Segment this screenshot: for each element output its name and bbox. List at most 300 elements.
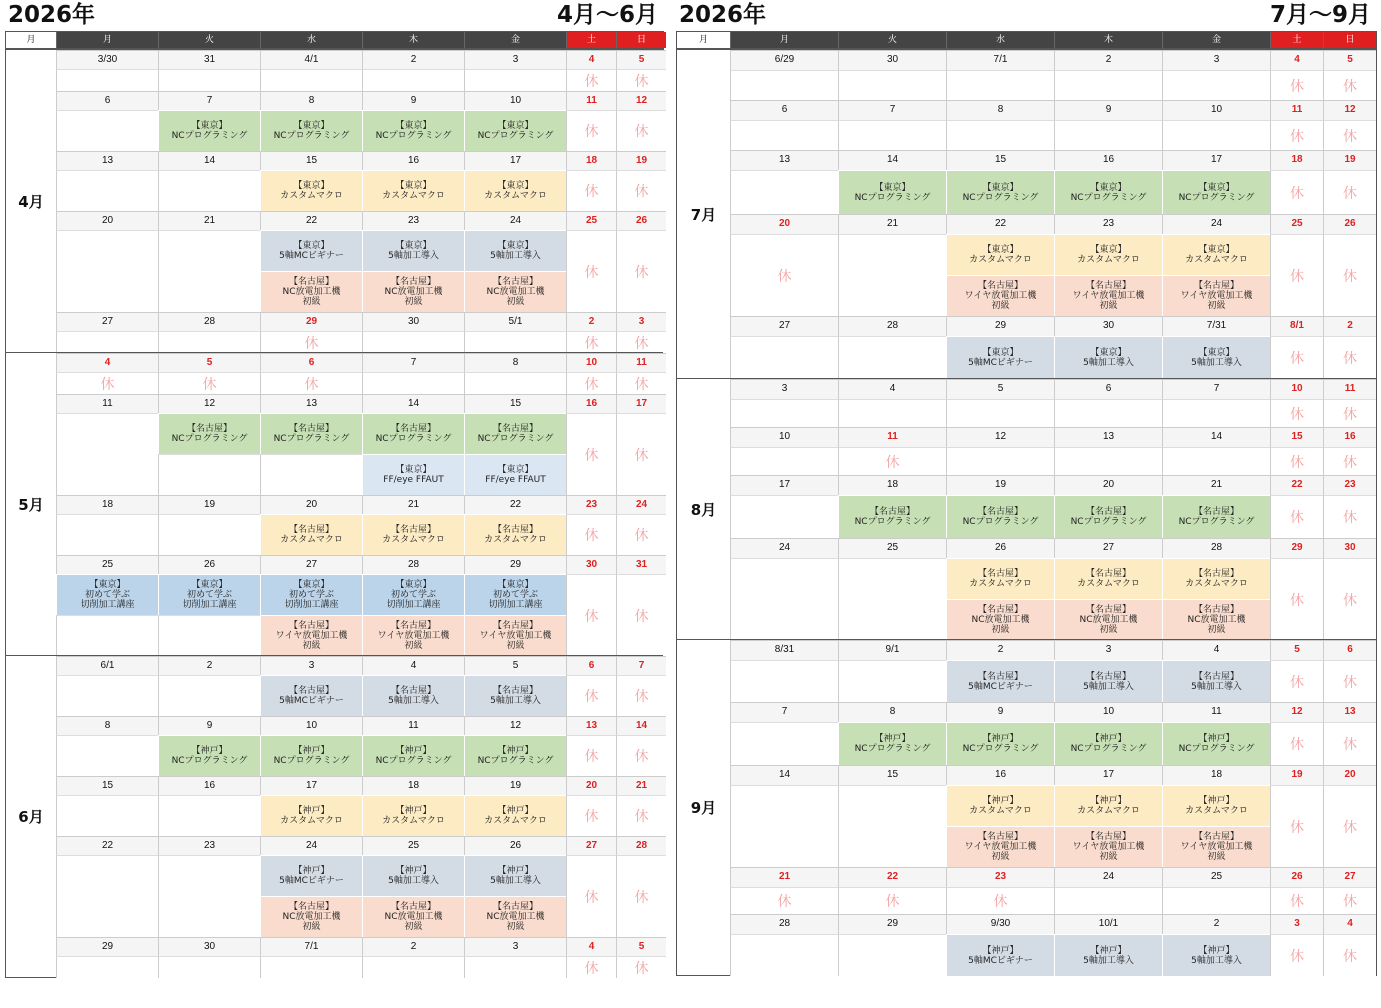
event-text-line: 【神戸】 (395, 866, 432, 876)
week-date-row (730, 50, 1376, 70)
date-cell: 21 (730, 867, 838, 887)
course-event-tk_beg[interactable] (260, 574, 362, 615)
date-cell: 19 (616, 151, 666, 170)
month-label: 5月 (18, 495, 44, 514)
course-event-tk_nc[interactable] (260, 110, 362, 151)
date-cell: 6 (730, 100, 838, 120)
weekday-5: 金 (1162, 32, 1270, 48)
course-event-ng_wire[interactable] (946, 826, 1054, 867)
date-cell: 15 (260, 151, 362, 170)
event-text-line: 【神戸】 (293, 746, 330, 756)
date-cell: 28 (838, 316, 946, 336)
course-event-tk_5i[interactable] (362, 230, 464, 271)
date-cell: 5 (1323, 50, 1376, 70)
event-text-line: 【名古屋】 (1085, 281, 1131, 291)
course-event-kb_nc[interactable] (260, 735, 362, 776)
date-cell: 23 (158, 836, 260, 855)
date-cell: 10 (566, 353, 616, 372)
month-block (6, 655, 663, 977)
date-cell: 9 (1054, 100, 1162, 120)
event-text-line: カスタムマクロ (1185, 806, 1248, 816)
weekday-7: 日 (1323, 32, 1376, 48)
empty-cell (56, 514, 158, 555)
date-cell: 20 (1054, 475, 1162, 495)
event-text-line: 【名古屋】 (1193, 569, 1239, 579)
date-cell: 10/1 (1054, 914, 1162, 934)
course-event-ng_mac[interactable] (260, 514, 362, 555)
date-cell: 4 (1162, 640, 1270, 660)
event-text-line: 切削加工講座 (182, 600, 237, 610)
event-text-line: 【神戸】 (1090, 796, 1127, 806)
course-event-tk_nc[interactable] (464, 110, 566, 151)
event-text-line: 【名古屋】 (1193, 605, 1239, 615)
course-event-tk_5i[interactable] (1054, 336, 1162, 379)
course-event-kb_nc[interactable] (362, 735, 464, 776)
weekday-header (677, 32, 1376, 49)
date-cell: 18 (56, 495, 158, 514)
event-text-line: 5軸加工導入 (1191, 681, 1242, 692)
empty-cell (56, 855, 158, 937)
event-text-line: 5軸MCビギナー (279, 696, 344, 706)
empty-cell (730, 722, 838, 765)
empty-cell (158, 170, 260, 211)
date-cell: 17 (616, 394, 666, 413)
course-event-ng_wire[interactable] (464, 615, 566, 656)
date-cell: 14 (362, 394, 464, 413)
calendar-grid (676, 31, 1377, 976)
event-text-line: 【東京】 (191, 121, 228, 131)
date-cell: 2 (1323, 316, 1376, 336)
week-content (730, 934, 1376, 976)
event-text-line: カスタムマクロ (1077, 806, 1140, 816)
empty-cell (158, 795, 260, 836)
course-event-ng_5i[interactable] (464, 675, 566, 716)
event-text-line: NCプログラミング (962, 192, 1039, 203)
course-event-kb_mac[interactable] (1162, 785, 1270, 826)
event-text-line: ワイヤ放電加工機 (1180, 842, 1253, 852)
weekday-3: 水 (946, 32, 1054, 48)
weekday-4: 木 (1054, 32, 1162, 48)
date-cell: 14 (838, 150, 946, 170)
event-text-line: NCプログラミング (273, 756, 350, 766)
holiday-cell: 休 (260, 331, 362, 353)
date-cell: 11 (1270, 100, 1323, 120)
course-event-ng_wire[interactable] (1162, 275, 1270, 316)
date-cell: 17 (464, 151, 566, 170)
week-content (730, 234, 1376, 316)
event-text-line: ワイヤ放電加工機 (1072, 291, 1145, 301)
date-cell: 21 (1162, 475, 1270, 495)
event-text-line: 【名古屋】 (492, 902, 538, 912)
week-content (730, 887, 1376, 914)
event-text-line: NC放電加工機 (1079, 615, 1138, 625)
course-event-kb_nc[interactable] (158, 735, 260, 776)
course-event-ng_mac[interactable] (362, 514, 464, 555)
event-text-line: 初級 (1099, 625, 1118, 635)
date-cell: 8 (464, 353, 566, 372)
course-event-ng_edm[interactable] (362, 271, 464, 312)
holiday-cell: 休 (566, 372, 616, 394)
event-text-line: 5軸加工導入 (490, 251, 541, 261)
event-text-line: 【東京】 (1090, 348, 1127, 358)
empty-cell (1162, 447, 1270, 475)
course-event-tk_5i[interactable] (464, 230, 566, 271)
weekday-2: 火 (838, 32, 946, 48)
empty-cell (158, 230, 260, 312)
course-event-ng_wire[interactable] (1054, 275, 1162, 316)
month-label: 7月 (690, 205, 717, 224)
course-event-ng_edm[interactable] (464, 271, 566, 312)
empty-cell (838, 120, 946, 150)
event-text-line: NCプログラミング (854, 744, 931, 754)
holiday-cell: 休 (1270, 887, 1323, 914)
course-event-ng_5mc[interactable] (260, 675, 362, 716)
date-cell: 6/29 (730, 50, 838, 70)
event-text-line: カスタムマクロ (484, 191, 547, 201)
event-text-line: 【東京】 (982, 245, 1019, 255)
holiday-cell: 休 (1270, 234, 1323, 316)
event-text-line: ワイヤ放電加工機 (1180, 291, 1253, 301)
empty-cell (158, 69, 260, 91)
holiday-cell: 休 (838, 887, 946, 914)
event-text-line: 初級 (302, 297, 321, 307)
date-cell: 7/1 (260, 937, 362, 956)
course-event-kb_5i[interactable] (362, 855, 464, 896)
course-event-tk_mac[interactable] (1162, 234, 1270, 275)
date-cell: 11 (56, 394, 158, 413)
course-event-ng_wire[interactable] (260, 615, 362, 656)
holiday-cell: 休 (946, 887, 1054, 914)
event-text-line: カスタムマクロ (382, 191, 445, 201)
course-event-kb_5mc[interactable] (260, 855, 362, 896)
empty-cell (838, 70, 946, 100)
course-event-ng_edm[interactable] (1054, 599, 1162, 640)
week-content (56, 735, 666, 776)
date-cell: 11 (616, 353, 666, 372)
course-event-kb_5i[interactable] (1054, 934, 1162, 976)
week-date-row (56, 656, 666, 675)
course-event-ng_nc[interactable] (1162, 495, 1270, 538)
course-event-tk_nc[interactable] (1054, 170, 1162, 214)
course-event-ng_edm[interactable] (362, 896, 464, 937)
course-event-ng_nc[interactable] (1054, 495, 1162, 538)
event-text-line: 【名古屋】 (1085, 569, 1131, 579)
empty-cell (730, 336, 838, 379)
course-event-ng_edm[interactable] (464, 896, 566, 937)
date-cell: 4 (56, 353, 158, 372)
month-block (6, 352, 663, 655)
holiday-cell: 休 (616, 675, 666, 716)
course-event-ng_wire[interactable] (1162, 826, 1270, 867)
weekday-6: 土 (1270, 32, 1323, 48)
event-text-line: 【名古屋】 (492, 686, 538, 696)
event-text-line: 初級 (1207, 852, 1226, 862)
course-event-kb_mac[interactable] (946, 785, 1054, 826)
week-date-row (56, 716, 666, 735)
course-event-kb_mac[interactable] (362, 795, 464, 836)
date-cell: 11 (566, 91, 616, 110)
holiday-cell: 休 (616, 230, 666, 312)
date-cell: 23 (566, 495, 616, 514)
course-event-tk_mac[interactable] (1054, 234, 1162, 275)
event-text-line: 【名古屋】 (288, 686, 334, 696)
event-text-line: 【東京】 (395, 580, 432, 590)
course-event-kb_5i[interactable] (1162, 934, 1270, 976)
holiday-cell: 休 (1270, 558, 1323, 640)
empty-cell (946, 120, 1054, 150)
empty-cell (730, 495, 838, 538)
event-text-line: 初めて学ぶ (84, 590, 130, 600)
course-event-kb_mac[interactable] (1054, 785, 1162, 826)
date-cell: 24 (464, 211, 566, 230)
course-event-kb_nc[interactable] (1162, 722, 1270, 765)
course-event-tk_beg[interactable] (158, 574, 260, 615)
event-text-line: 切削加工講座 (386, 600, 441, 610)
event-text-line: NCプログラミング (375, 756, 452, 766)
event-text-line: 初めて学ぶ (390, 590, 436, 600)
holiday-cell: 休 (566, 170, 616, 211)
holiday-cell: 休 (1270, 785, 1323, 867)
date-cell: 11 (1323, 379, 1376, 399)
event-text-line: 【神戸】 (982, 734, 1019, 744)
date-cell: 18 (838, 475, 946, 495)
event-text-line: 初級 (404, 922, 423, 932)
week-date-row (730, 214, 1376, 234)
empty-cell (260, 956, 362, 978)
event-text-line: 初級 (302, 641, 321, 651)
date-cell: 10 (464, 91, 566, 110)
empty-cell (838, 934, 946, 976)
course-event-ng_nc[interactable] (838, 495, 946, 538)
course-event-ng_edm[interactable] (260, 896, 362, 937)
course-event-tk_mac[interactable] (464, 170, 566, 211)
date-cell: 30 (1054, 316, 1162, 336)
course-event-ng_mac[interactable] (1162, 558, 1270, 599)
date-cell: 14 (730, 765, 838, 785)
date-cell: 16 (1054, 150, 1162, 170)
week-content (56, 956, 666, 978)
event-text-line: 【神戸】 (982, 945, 1019, 956)
date-cell: 4 (1323, 914, 1376, 934)
date-cell: 17 (260, 776, 362, 795)
date-cell: 6 (1323, 640, 1376, 660)
range-title: 4月～6月 (556, 2, 658, 28)
course-event-kb_nc[interactable] (838, 722, 946, 765)
course-event-tk_nc[interactable] (158, 110, 260, 151)
event-text-line: NCプログラミング (171, 131, 248, 141)
event-text-line: 【東京】 (293, 121, 330, 131)
date-cell: 10 (1162, 100, 1270, 120)
event-text-line: 【神戸】 (1198, 945, 1235, 956)
date-cell: 2 (158, 656, 260, 675)
weekday-5: 金 (464, 32, 566, 48)
date-cell: 18 (362, 776, 464, 795)
course-event-tk_nc[interactable] (362, 110, 464, 151)
date-cell: 28 (730, 914, 838, 934)
event-text-line: NC放電加工機 (486, 912, 545, 922)
date-cell: 19 (464, 776, 566, 795)
holiday-cell: 休 (1270, 660, 1323, 702)
empty-cell (838, 234, 946, 316)
course-event-ng_nc[interactable] (946, 495, 1054, 538)
event-text-line: 【東京】 (395, 241, 432, 251)
course-event-ng_nc[interactable] (260, 413, 362, 454)
course-event-ng_edm[interactable] (946, 599, 1054, 640)
course-event-tk_ff[interactable] (362, 454, 464, 495)
weekday-2: 火 (158, 32, 260, 48)
course-event-tk_nc[interactable] (838, 170, 946, 214)
course-event-ng_edm[interactable] (1162, 599, 1270, 640)
date-cell: 2 (566, 312, 616, 331)
course-event-tk_mac[interactable] (260, 170, 362, 211)
date-cell: 29 (260, 312, 362, 331)
date-cell: 19 (1270, 765, 1323, 785)
event-text-line: 5軸加工導入 (490, 696, 541, 706)
event-text-line: カスタムマクロ (1185, 255, 1248, 265)
date-cell: 29 (1270, 538, 1323, 558)
course-event-ng_5i[interactable] (362, 675, 464, 716)
calendar-jul-sep (676, 0, 1377, 966)
event-text-line: 【名古屋】 (1193, 281, 1239, 291)
date-cell: 26 (1270, 867, 1323, 887)
event-text-line: FF/eye FFAUT (485, 475, 546, 485)
date-cell: 7 (616, 656, 666, 675)
empty-cell (1162, 887, 1270, 914)
date-cell: 8 (56, 716, 158, 735)
course-event-ng_mac[interactable] (946, 558, 1054, 599)
course-event-ng_mac[interactable] (1054, 558, 1162, 599)
date-cell: 7 (158, 91, 260, 110)
course-event-ng_nc[interactable] (158, 413, 260, 454)
course-event-ng_nc[interactable] (464, 413, 566, 454)
course-event-ng_wire[interactable] (946, 275, 1054, 316)
event-text-line: カスタムマクロ (1185, 579, 1248, 589)
empty-cell (158, 454, 260, 495)
holiday-cell: 休 (566, 574, 616, 656)
week-date-row (730, 914, 1376, 934)
empty-cell (1054, 447, 1162, 475)
course-event-tk_nc[interactable] (946, 170, 1054, 214)
event-text-line: NCプログラミング (1070, 744, 1147, 754)
event-text-line: 【神戸】 (1090, 734, 1127, 744)
date-cell: 21 (616, 776, 666, 795)
month-label: 6月 (18, 808, 44, 826)
week-date-row (56, 495, 666, 514)
course-event-tk_5i[interactable] (1162, 336, 1270, 379)
empty-cell (56, 735, 158, 776)
course-event-ng_5i[interactable] (1162, 660, 1270, 702)
date-cell: 10 (1054, 702, 1162, 722)
course-event-tk_beg[interactable] (362, 574, 464, 615)
holiday-cell: 休 (56, 372, 158, 394)
event-text-line: 【名古屋】 (492, 424, 538, 434)
event-text-line: 【名古屋】 (390, 621, 436, 631)
course-event-tk_5mc[interactable] (946, 336, 1054, 379)
event-text-line: 【神戸】 (293, 806, 330, 816)
week-content (730, 336, 1376, 379)
week-date-row (56, 312, 666, 331)
course-event-ng_edm[interactable] (260, 271, 362, 312)
date-cell: 8/31 (730, 640, 838, 660)
date-cell: 7/1 (946, 50, 1054, 70)
event-text-line: NCプログラミング (962, 744, 1039, 754)
event-text-line: 初級 (404, 297, 423, 307)
course-event-kb_mac[interactable] (464, 795, 566, 836)
event-text-line: 【神戸】 (1198, 734, 1235, 744)
course-event-ng_wire[interactable] (1054, 826, 1162, 867)
date-cell: 23 (946, 867, 1054, 887)
course-event-kb_nc[interactable] (464, 735, 566, 776)
empty-cell (730, 120, 838, 150)
course-event-tk_beg[interactable] (464, 574, 566, 615)
month-block (677, 378, 1376, 639)
course-event-ng_mac[interactable] (464, 514, 566, 555)
date-cell: 27 (56, 312, 158, 331)
course-event-tk_beg[interactable] (56, 574, 158, 615)
date-cell: 2 (362, 937, 464, 956)
event-text-line: 初めて学ぶ (492, 590, 538, 600)
course-event-ng_wire[interactable] (362, 615, 464, 656)
date-cell: 26 (1323, 214, 1376, 234)
course-event-kb_nc[interactable] (1054, 722, 1162, 765)
date-cell: 28 (158, 312, 260, 331)
week-content (730, 447, 1376, 475)
holiday-cell: 休 (1323, 722, 1376, 765)
event-text-line: 5軸加工導入 (1083, 358, 1134, 368)
course-event-tk_mac[interactable] (946, 234, 1054, 275)
holiday-cell: 休 (566, 110, 616, 151)
course-event-tk_5mc[interactable] (260, 230, 362, 271)
week-date-row (730, 702, 1376, 722)
course-event-ng_5i[interactable] (1054, 660, 1162, 702)
course-event-tk_nc[interactable] (1162, 170, 1270, 214)
holiday-cell: 休 (1323, 447, 1376, 475)
event-text-line: NCプログラミング (854, 517, 931, 527)
weekday-header (6, 32, 663, 49)
empty-cell (838, 660, 946, 702)
date-cell: 13 (730, 150, 838, 170)
week-date-row (56, 151, 666, 170)
course-event-kb_5mc[interactable] (946, 934, 1054, 976)
week-date-row (56, 394, 666, 413)
course-event-tk_mac[interactable] (362, 170, 464, 211)
event-text-line: NC放電加工機 (384, 287, 443, 297)
holiday-cell: 休 (730, 887, 838, 914)
event-text-line: 【神戸】 (395, 746, 432, 756)
event-text-line: NCプログラミング (854, 192, 931, 203)
course-event-ng_5mc[interactable] (946, 660, 1054, 702)
date-cell: 7 (362, 353, 464, 372)
event-text-line: カスタムマクロ (1077, 255, 1140, 265)
course-event-kb_5i[interactable] (464, 855, 566, 896)
event-text-line: NCプログラミング (171, 756, 248, 766)
date-cell: 27 (730, 316, 838, 336)
holiday-cell: 休 (616, 956, 666, 978)
empty-cell (730, 934, 838, 976)
course-event-kb_nc[interactable] (946, 722, 1054, 765)
holiday-cell: 休 (566, 795, 616, 836)
course-event-ng_nc[interactable] (362, 413, 464, 454)
week-date-row (730, 765, 1376, 785)
course-event-kb_mac[interactable] (260, 795, 362, 836)
event-text-line: 【神戸】 (191, 746, 228, 756)
holiday-cell: 休 (158, 372, 260, 394)
course-event-tk_ff[interactable] (464, 454, 566, 495)
date-cell: 29 (464, 555, 566, 574)
event-text-line: カスタムマクロ (280, 535, 343, 545)
empty-cell (730, 447, 838, 475)
date-cell: 5 (464, 656, 566, 675)
